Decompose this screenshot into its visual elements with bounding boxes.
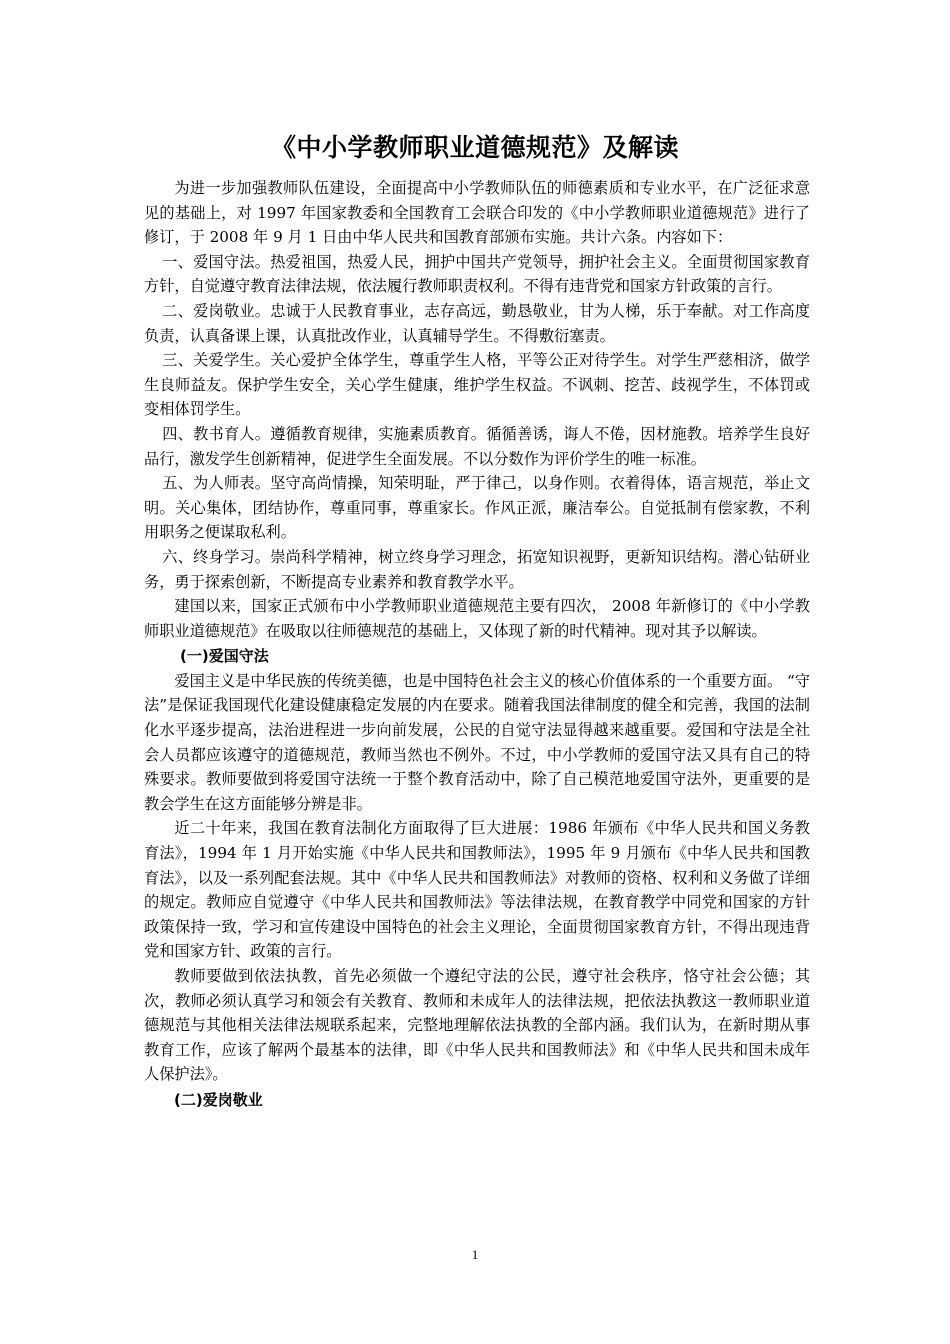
article-2: 二、爱岗敬业。忠诚于人民教育事业，志存高远，勤恳敬业，甘为人梯，乐于奉献。对工作高度负责，认真备课上课，认真批改作业，认真辅导学生。不得敷衍塞责。 [144, 301, 810, 345]
article-4: 四、教书育人。遵循教育规律，实施素质教育。循循善诱，诲人不倦，因材施教。培养学生良好品行，激发学生创新精神，促进学生全面发展。不以分数作为评价学生的唯一标准。 [144, 424, 810, 468]
article-1: 一、爱国守法。热爱祖国，热爱人民，拥护中国共产党领导，拥护社会主义。全面贯彻国家教育方针，自觉遵守教育法律法规，依法履行教师职责权利。不得有违背党和国家方针政策的言行。 [144, 252, 810, 296]
intro-paragraph: 为进一步加强教师队伍建设，全面提高中小学教师队伍的师德素质和专业水平，在广泛征求意见的基础上，对 1997 年国家教委和全国教育工会联合印发的《中小学教师职业道德规范》进行了修订，于 2008 年 9 月 1 日由中华人民共和国教育部颁布实施。共计六条。内容如下： [144, 179, 810, 247]
section-1-paragraph-3: 教师要做到依法执教，首先必须做一个遵纪守法的公民，遵守社会秩序，恪守社会公德；其次，教师必须认真学习和领会有关教育、教师和未成年人的法律法规，把依法执教这一教师职业道德规范与其他相关法律法规联系起来，完整地理解依法执教的全部内涵。我们认为，在新时期从事教育工作，应该了解两个最基本的法律，即《中华人民共和国教师法》和《中华人民共和国未成年人保护法》。 [144, 967, 810, 1084]
article-5: 五、为人师表。坚守高尚情操，知荣明耻，严于律己，以身作则。衣着得体，语言规范，举止文明。关心集体，团结协作，尊重同事，尊重家长。作风正派，廉洁奉公。自觉抵制有偿家教，不利用职务之便谋取私利。 [144, 474, 810, 542]
summary-paragraph: 建国以来，国家正式颁布中小学教师职业道德规范主要有四次， 2008 年新修订的《中小学教师职业道德规范》在吸取以往师德规范的基础上，又体现了新的时代精神。现对其予以解读。 [144, 597, 810, 640]
document-body [144, 176, 810, 1113]
section-1-paragraph-1: 爱国主义是中华民族的传统美德，也是中国特色社会主义的核心价值体系的一个重要方面。 “守法”是保证我国现代化建设健康稳定发展的内在要求。随着我国法律制度的健全和完善，我国的法制化水平逐步提高，法治进程进一步向前发展，公民的自觉守法显得越来越重要。爱国和守法是全社会人员都应该遵守的道德规范，教师当然也不例外。不过，中小学教师的爱国守法又具有自己的特殊要求。教师要做到将爱国守法统一于整个教育活动中，除了自己模范地爱国守法外，更重要的是教会学生在这方面能够分辨是非。 [144, 671, 810, 813]
section-1-heading: (一)爱国守法 [180, 647, 269, 666]
article-3: 三、关爱学生。关心爱护全体学生，尊重学生人格，平等公正对待学生。对学生严慈相济，做学生良师益友。保护学生安全，关心学生健康，维护学生权益。不讽刺、挖苦、歧视学生，不体罚或变相体罚学生。 [144, 351, 810, 419]
section-2-heading: (二)爱岗敬业 [174, 1090, 263, 1109]
section-1-paragraph-2: 近二十年来，我国在教育法制化方面取得了巨大进展：1986 年颁布《中华人民共和国义务教育法》，1994 年 1 月开始实施《中华人民共和国教师法》，1995 年 9 月颁布《中华人民共和国教育法》，以及一系列配套法规。其中《中华人民共和国教师法》对教师的资格、权利和义务做了详细的规定。教师应自觉遵守《中华人民共和国教师法》等法律法规，在教育教学中同党和国家的方针政策保持一致，学习和宣传建设中国特色的社会主义理论，全面贯彻国家教育方针，不得出现违背党和国家方针、政策的言行。 [144, 819, 810, 961]
document-title: 《中小学教师职业道德规范》及解读 [270, 133, 679, 162]
page-number: 1 [471, 1247, 479, 1262]
article-6: 六、终身学习。崇尚科学精神，树立终身学习理念，拓宽知识视野，更新知识结构。潜心钻研业务，勇于探索创新，不断提高专业素养和教育教学水平。 [144, 547, 810, 591]
